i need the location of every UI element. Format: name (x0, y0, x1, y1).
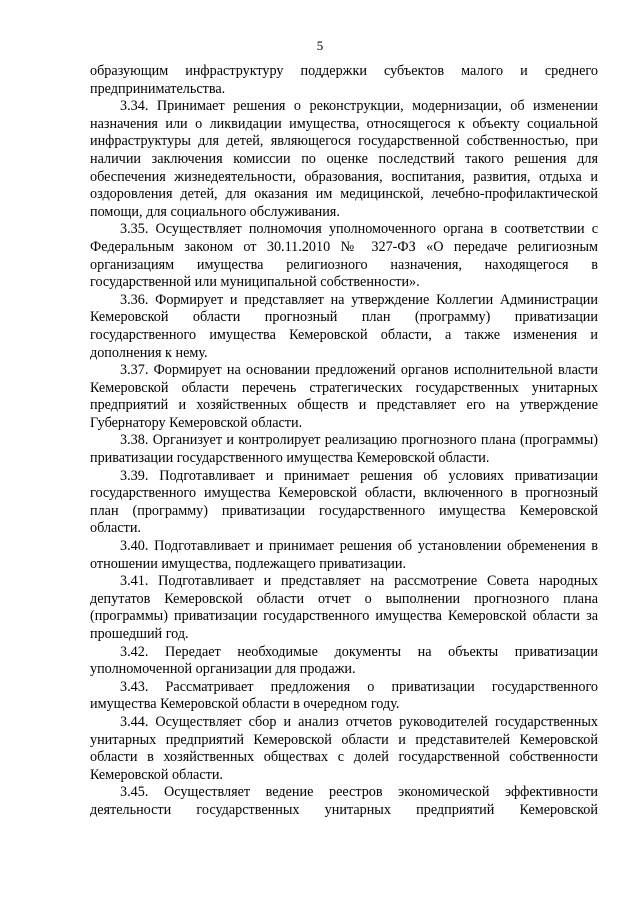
paragraph-3-40: 3.40. Подготавливает и принимает решения об установлении обременения в отношении имущества, подлежащего приватизации. (90, 538, 598, 572)
paragraph-continuation: образующим инфраструктуру поддержки субъектов малого и среднего предпринимательства. (90, 63, 598, 97)
paragraph-3-42: 3.42. Передает необходимые документы на объекты приватизации уполномоченной организации для продажи. (90, 643, 598, 678)
paragraph-3-44: 3.44. Осуществляет сбор и анализ отчетов руководителей государственных унитарных предприятий Кемеровской области и представителей Кемеровской области в хозяйственных обществах с долей государственной собственности Кемеровской области. (90, 713, 598, 783)
paragraph-3-45: 3.45. Осуществляет ведение реестров экономической эффективности деятельности государственных унитарных предприятий Кемеровской (90, 784, 598, 818)
paragraph-3-43: 3.43. Рассматривает предложения о приватизации государственного имущества Кемеровской области в очередном году. (90, 678, 598, 713)
paragraph-3-39: 3.39. Подготавливает и принимает решения об условиях приватизации государственного имущества Кемеровской области, включенного в прогнозный план (программу) приватизации государственного имущества Кемеровской области. (90, 467, 598, 537)
page-number: 5 (316, 38, 324, 53)
document-body (90, 63, 598, 820)
paragraph-3-41: 3.41. Подготавливает и представляет на рассмотрение Совета народных депутатов Кемеровской области отчет о выполнении прогнозного плана (программы) приватизации государственного имущества Кемеровской области за прошедший год. (90, 573, 598, 642)
paragraph-3-36: 3.36. Формирует и представляет на утверждение Коллегии Администрации Кемеровской области прогнозный план (программу) приватизации государственного имущества Кемеровской области, а также изменения и дополнения к нему. (90, 291, 598, 361)
paragraph-3-35: 3.35. Осуществляет полномочия уполномоченного органа в соответствии с Федеральным законом от 30.11.2010 № 327-ФЗ «О передаче религиозным организациям имущества религиозного назначения, находящегося в государственной или муниципальной собственности». (90, 221, 598, 291)
paragraph-3-37: 3.37. Формирует на основании предложений органов исполнительной власти Кемеровской области перечень стратегических государственных унитарных предприятий и хозяйственных обществ и представляет его на утверждение Губернатору Кемеровской области. (90, 362, 598, 431)
paragraph-3-34: 3.34. Принимает решения о реконструкции, модернизации, об изменении назначения или о ликвидации имущества, относящегося к объекту социальной инфраструктуры для детей, являющегося государственной собственностью, при наличии заключения комиссии по оценке последствий такого решения для обеспечения жизнедеятельности, образования, воспитания, развития, отдыха и оздоровления детей, для оказания им медицинской, лечебно-профилактической помощи, для социального обслуживания. (90, 98, 598, 220)
paragraph-3-38: 3.38. Организует и контролирует реализацию прогнозного плана (программы) приватизации государственного имущества Кемеровской области. (90, 432, 598, 467)
